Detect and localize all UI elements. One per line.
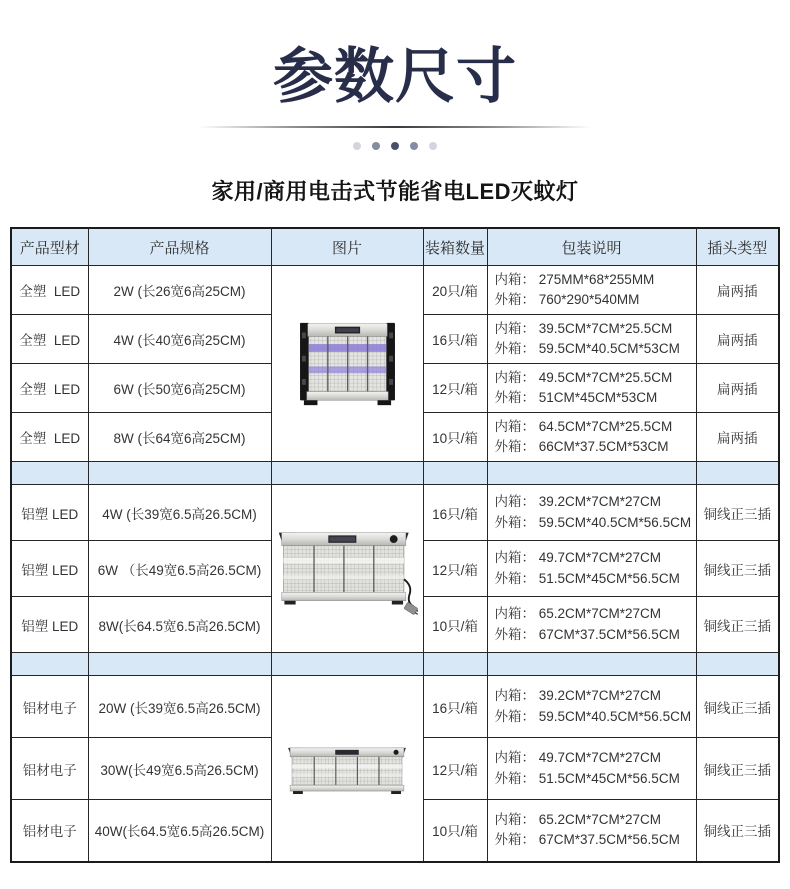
packaging-cell — [487, 485, 696, 541]
outer-box-line: 外箱： 67CM*37.5CM*56.5CM — [494, 832, 680, 848]
column-header-5: 插头类型 — [696, 228, 779, 266]
quantity-cell: 16只/箱 — [423, 676, 487, 738]
packaging-cell — [487, 597, 696, 653]
spec-cell: 4W (长40宽6高25CM) — [88, 315, 271, 364]
column-header-0: 产品型材 — [11, 228, 88, 266]
material-cell: 全塑 LED — [11, 364, 88, 413]
product-image-plastic-led-purple-glow-lamp — [271, 266, 423, 462]
material-cell: 铝材电子 — [11, 738, 88, 800]
spec-table — [10, 227, 780, 863]
spec-cell: 2W (长26宽6高25CM) — [88, 266, 271, 315]
outer-box-line: 外箱： 51.5CM*45CM*56.5CM — [494, 770, 680, 786]
plug-type-cell: 铜线正三插 — [696, 800, 779, 862]
separator-cell — [487, 462, 696, 485]
plug-type-cell: 铜线正三插 — [696, 597, 779, 653]
column-header-2: 图片 — [271, 228, 423, 266]
spec-cell: 4W (长39宽6.5高26.5CM) — [88, 485, 271, 541]
packaging-cell — [487, 676, 696, 738]
packaging-cell — [487, 800, 696, 862]
page-title: 参数尺寸 — [273, 43, 517, 110]
spec-cell: 6W （长49宽6.5高26.5CM) — [88, 541, 271, 597]
hero-section — [0, 0, 790, 206]
table-row — [11, 485, 779, 541]
column-header-3: 装箱数量 — [423, 228, 487, 266]
quantity-cell: 16只/箱 — [423, 485, 487, 541]
outer-box-line: 外箱： 59.5CM*40.5CM*56.5CM — [494, 708, 692, 724]
product-image-alu-electronic-wide-lamp — [271, 676, 423, 862]
separator-cell — [423, 653, 487, 676]
packaging-cell — [487, 266, 696, 315]
plug-type-cell: 铜线正三插 — [696, 676, 779, 738]
packaging-cell — [487, 315, 696, 364]
mosquito-lamp-with-power-cord-illustration — [276, 523, 418, 615]
dot-2 — [391, 142, 399, 150]
plug-type-cell: 铜线正三插 — [696, 541, 779, 597]
dot-3 — [410, 142, 418, 150]
spec-table-body — [11, 266, 779, 862]
quantity-cell: 10只/箱 — [423, 597, 487, 653]
packaging-cell — [487, 541, 696, 597]
separator-cell — [487, 653, 696, 676]
separator-cell — [696, 653, 779, 676]
separator-cell — [88, 653, 271, 676]
dot-0 — [353, 142, 361, 150]
separator-cell — [271, 653, 423, 676]
material-cell: 全塑 LED — [11, 413, 88, 462]
quantity-cell: 20只/箱 — [423, 266, 487, 315]
spec-cell: 6W (长50宽6高25CM) — [88, 364, 271, 413]
quantity-cell: 12只/箱 — [423, 738, 487, 800]
table-row — [11, 266, 779, 315]
inner-box-line: 内箱： 49.7CM*7CM*27CM — [494, 750, 662, 766]
plug-type-cell: 扁两插 — [696, 413, 779, 462]
quantity-cell: 16只/箱 — [423, 315, 487, 364]
outer-box-line: 外箱： 51.5CM*45CM*56.5CM — [494, 570, 680, 586]
group-separator-row — [11, 653, 779, 676]
material-cell: 全塑 LED — [11, 315, 88, 364]
spec-cell: 8W(长64.5宽6.5高26.5CM) — [88, 597, 271, 653]
product-subtitle: 家用/商用电击式节能省电LED灭蚊灯 — [211, 179, 579, 204]
separator-cell — [696, 462, 779, 485]
plug-type-cell: 扁两插 — [696, 315, 779, 364]
quantity-cell: 12只/箱 — [423, 541, 487, 597]
outer-box-line: 外箱： 66CM*37.5CM*53CM — [494, 439, 669, 454]
outer-box-line: 外箱： 51CM*45CM*53CM — [494, 390, 658, 405]
inner-box-line: 内箱： 49.5CM*7CM*25.5CM — [494, 369, 673, 385]
inner-box-line: 内箱： 49.7CM*7CM*27CM — [494, 550, 662, 566]
inner-box-line: 内箱： 39.2CM*7CM*27CM — [494, 688, 662, 704]
mosquito-lamp-purple-led-illustration — [299, 317, 396, 410]
quantity-cell: 12只/箱 — [423, 364, 487, 413]
outer-box-line: 外箱： 67CM*37.5CM*56.5CM — [494, 626, 680, 642]
quantity-cell: 10只/箱 — [423, 800, 487, 862]
spec-cell: 40W(长64.5宽6.5高26.5CM) — [88, 800, 271, 862]
decorative-dots — [0, 142, 790, 150]
spec-cell: 30W(长49宽6.5高26.5CM) — [88, 738, 271, 800]
separator-cell — [88, 462, 271, 485]
inner-box-line: 内箱： 39.2CM*7CM*27CM — [494, 494, 662, 510]
inner-box-line: 内箱： 64.5CM*7CM*25.5CM — [494, 418, 673, 434]
plug-type-cell: 扁两插 — [696, 364, 779, 413]
material-cell: 铝塑 LED — [11, 485, 88, 541]
separator-cell — [11, 462, 88, 485]
column-header-4: 包装说明 — [487, 228, 696, 266]
material-cell: 铝材电子 — [11, 676, 88, 738]
separator-cell — [271, 462, 423, 485]
outer-box-line: 外箱： 59.5CM*40.5CM*53CM — [494, 341, 680, 356]
dot-1 — [372, 142, 380, 150]
inner-box-line: 内箱： 275MM*68*255MM — [494, 271, 655, 287]
inner-box-line: 内箱： 65.2CM*7CM*27CM — [494, 606, 662, 622]
divider-line — [199, 126, 591, 128]
packaging-cell — [487, 413, 696, 462]
inner-box-line: 内箱： 39.5CM*7CM*25.5CM — [494, 320, 673, 336]
plug-type-cell: 铜线正三插 — [696, 738, 779, 800]
separator-cell — [11, 653, 88, 676]
wide-mosquito-lamp-illustration — [286, 742, 408, 795]
separator-cell — [423, 462, 487, 485]
outer-box-line: 外箱： 760*290*540MM — [494, 292, 640, 307]
material-cell: 铝塑 LED — [11, 597, 88, 653]
packaging-cell — [487, 738, 696, 800]
plug-type-cell: 铜线正三插 — [696, 485, 779, 541]
spec-table-header — [11, 228, 779, 266]
group-separator-row — [11, 462, 779, 485]
quantity-cell: 10只/箱 — [423, 413, 487, 462]
spec-cell: 8W (长64宽6高25CM) — [88, 413, 271, 462]
spec-cell: 20W (长39宽6.5高26.5CM) — [88, 676, 271, 738]
table-row — [11, 676, 779, 738]
dot-4 — [429, 142, 437, 150]
material-cell: 铝塑 LED — [11, 541, 88, 597]
packaging-cell — [487, 364, 696, 413]
product-image-alu-plastic-led-lamp-with-cord — [271, 485, 423, 653]
material-cell: 铝材电子 — [11, 800, 88, 862]
material-cell: 全塑 LED — [11, 266, 88, 315]
inner-box-line: 内箱： 65.2CM*7CM*27CM — [494, 812, 662, 827]
column-header-1: 产品规格 — [88, 228, 271, 266]
outer-box-line: 外箱： 59.5CM*40.5CM*56.5CM — [494, 514, 692, 530]
plug-type-cell: 扁两插 — [696, 266, 779, 315]
